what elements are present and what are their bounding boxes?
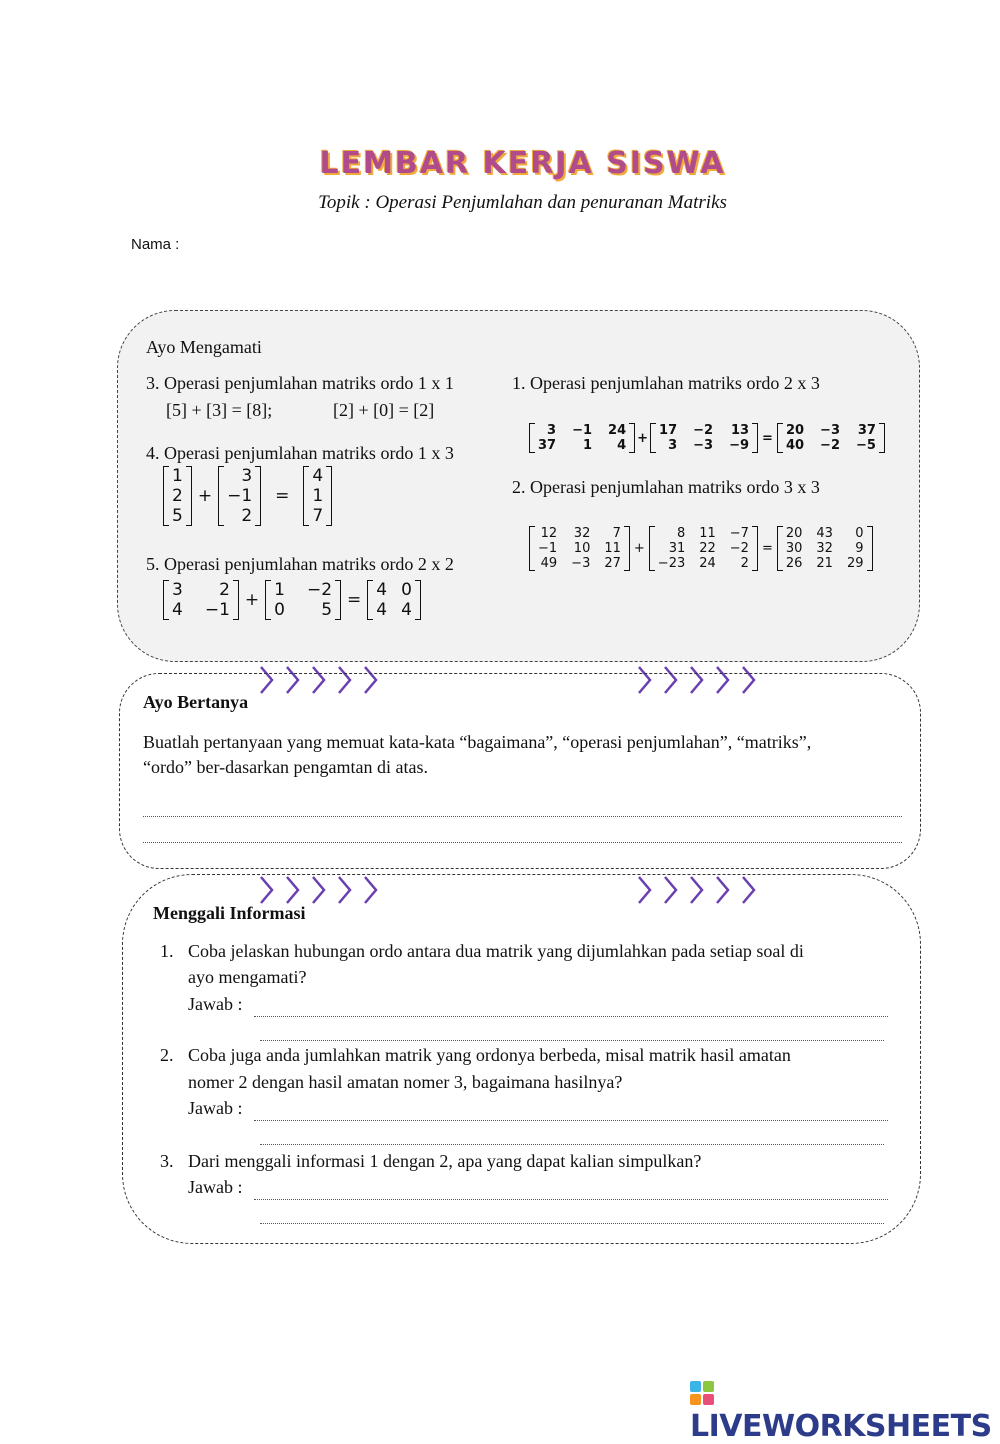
q1-number: 1.	[160, 941, 174, 961]
item3-expression-2: [2] + [0] = [2]	[333, 400, 435, 420]
explore-heading: Menggali Informasi	[153, 903, 306, 923]
matrix-cell: 7	[612, 526, 621, 541]
matrix-cell: 1	[274, 580, 285, 600]
matrix	[218, 466, 261, 526]
matrix-cell: 40	[785, 438, 805, 453]
matrix	[303, 466, 332, 526]
matrix-cell: 5	[321, 600, 333, 620]
matrix-cell: 31	[668, 541, 686, 556]
matrix-cell: 5	[172, 506, 183, 526]
matrix-cell: 8	[676, 526, 686, 541]
question-input-1[interactable]	[143, 792, 902, 817]
matrix-cell: 7	[312, 506, 324, 526]
q2-answer-label: Jawab :	[188, 1098, 243, 1118]
matrix	[163, 580, 239, 620]
logo-grid-icon	[690, 1381, 714, 1405]
matrix-cell: −5	[856, 438, 876, 453]
matrix-bracket-right	[752, 423, 758, 453]
matrix-bracket-right	[629, 423, 635, 453]
plus-sign: +	[197, 486, 213, 506]
matrix-cell: 4	[376, 580, 388, 600]
matrix-bracket-right	[255, 466, 261, 526]
matrix-cell: 10	[573, 541, 591, 556]
equals-sign: =	[761, 541, 773, 556]
q2-text-line-2: nomer 2 dengan hasil amatan nomer 3, bagaimana hasilnya?	[188, 1072, 623, 1092]
plus-sign: +	[637, 430, 649, 446]
matrix-cell: −3	[693, 438, 714, 453]
matrix	[777, 526, 873, 571]
q1-answer-label: Jawab :	[188, 994, 243, 1014]
matrix-cell: 3	[547, 423, 557, 438]
matrix	[163, 466, 192, 526]
matrix-cell: 21	[816, 556, 833, 571]
plus-sign: +	[633, 541, 645, 556]
matrix-cell: 9	[855, 541, 864, 556]
ask-prompt-line-1: Buatlah pertanyaan yang memuat kata-kata “bagaimana”, “operasi penjumlahan”, “matriks”,	[143, 732, 812, 752]
matrix-cell: 3	[172, 580, 183, 600]
matrix-cell: −1	[538, 541, 558, 556]
matrix-cell: 4	[376, 600, 388, 620]
q2-answer-input-1[interactable]	[254, 1098, 888, 1121]
matrix-cell: 20	[785, 423, 805, 438]
matrix-bracket-right	[752, 526, 758, 571]
q2-answer-input-2[interactable]	[260, 1122, 884, 1145]
item1-title: 1. Operasi penjumlahan matriks ordo 2 x 3	[512, 373, 820, 393]
matrix-cell: 11	[699, 526, 716, 541]
matrix-bracket-right	[624, 526, 630, 571]
matrix-cell: 4	[617, 438, 627, 453]
matrix-cell: 17	[659, 423, 678, 438]
logo-text: LIVEWORKSHEETS	[690, 1409, 992, 1444]
q1-answer-input-1[interactable]	[254, 994, 888, 1017]
matrix-cell: −1	[227, 486, 253, 506]
matrix	[367, 580, 421, 620]
matrix-cell: 43	[816, 526, 833, 541]
matrix-cell: 0	[855, 526, 864, 541]
ask-prompt-line-2: “ordo” ber-dasarkan pengamtan di atas.	[143, 757, 429, 777]
matrix-cell: −2	[306, 580, 333, 600]
matrix-cell: 1	[172, 466, 183, 486]
matrix-bracket-right	[186, 466, 192, 526]
matrix-cell: 4	[172, 600, 183, 620]
item5-title: 5. Operasi penjumlahan matriks ordo 2 x 2	[146, 554, 454, 574]
question-input-2[interactable]	[143, 818, 902, 843]
equals-sign: =	[762, 430, 773, 446]
matrix-bracket-right	[415, 580, 421, 620]
matrix	[777, 423, 885, 453]
matrix	[649, 526, 758, 571]
matrix	[529, 526, 630, 571]
q1-text-line-1: Coba jelaskan hubungan ordo antara dua matrik yang dijumlahkan pada setiap soal di	[188, 941, 804, 961]
matrix-cell: 4	[312, 466, 324, 486]
matrix-cell: −3	[571, 556, 591, 571]
item2-title: 2. Operasi penjumlahan matriks ordo 3 x 3	[512, 477, 820, 497]
item2-expression	[529, 526, 873, 571]
matrix-cell: 30	[785, 541, 803, 556]
matrix-bracket-right	[335, 580, 341, 620]
worksheet-title: LEMBAR KERJA SISWA	[319, 146, 726, 181]
matrix-cell: 20	[785, 526, 803, 541]
matrix-cell: −7	[729, 526, 749, 541]
matrix-cell: −2	[820, 438, 840, 453]
matrix-cell: 13	[730, 423, 750, 438]
matrix-cell: −2	[693, 423, 714, 438]
q2-number: 2.	[160, 1045, 174, 1065]
item3-expression-1: [5] + [3] = [8];	[166, 400, 273, 420]
matrix-cell: −1	[572, 423, 593, 438]
q1-answer-input-2[interactable]	[260, 1018, 884, 1041]
matrix-cell: 4	[401, 600, 412, 620]
matrix-cell: 26	[785, 556, 803, 571]
matrix-cell: 24	[699, 556, 716, 571]
matrix-cell: 22	[699, 541, 716, 556]
matrix-cell: −1	[204, 600, 230, 620]
item1-expression	[529, 423, 885, 453]
matrix-cell: 24	[608, 423, 627, 438]
plus-sign: +	[244, 590, 260, 610]
matrix-cell: −2	[729, 541, 749, 556]
matrix-bracket-right	[879, 423, 885, 453]
matrix	[529, 423, 635, 453]
matrix-cell: 29	[846, 556, 864, 571]
q3-answer-input-2[interactable]	[260, 1201, 884, 1224]
matrix-bracket-right	[326, 466, 332, 526]
matrix-cell: 1	[312, 486, 324, 506]
matrix-cell: 11	[604, 541, 621, 556]
matrix-cell: 1	[583, 438, 593, 453]
q3-answer-label: Jawab :	[188, 1177, 243, 1197]
matrix-cell: 2	[740, 556, 749, 571]
name-label: Nama :	[131, 236, 180, 253]
matrix-cell: 49	[540, 556, 558, 571]
matrix-bracket-right	[867, 526, 873, 571]
worksheet-subtitle: Topik : Operasi Penjumlahan dan penuranan Matriks	[318, 192, 727, 213]
matrix-cell: 2	[172, 486, 183, 506]
observe-heading: Ayo Mengamati	[146, 337, 262, 357]
equals-sign: =	[275, 486, 290, 506]
matrix-cell: 0	[401, 580, 412, 600]
q3-text-line-1: Dari menggali informasi 1 dengan 2, apa yang dapat kalian simpulkan?	[188, 1151, 702, 1171]
ask-heading: Ayo Bertanya	[143, 692, 249, 712]
q3-answer-input-1[interactable]	[254, 1177, 888, 1200]
item4-title: 4. Operasi penjumlahan matriks ordo 1 x 3	[146, 443, 454, 463]
item4-expression	[163, 466, 332, 526]
matrix-cell: 0	[274, 600, 285, 620]
q2-text-line-1: Coba juga anda jumlahkan matrik yang ordonya berbeda, misal matrik hasil amatan	[188, 1045, 791, 1065]
matrix-cell: 12	[540, 526, 558, 541]
item5-expression	[163, 580, 421, 620]
matrix-cell: 37	[857, 423, 876, 438]
matrix-cell: 37	[538, 438, 557, 453]
matrix-cell: −23	[657, 556, 686, 571]
matrix-cell: 2	[241, 506, 253, 526]
matrix	[650, 423, 758, 453]
name-input[interactable]	[190, 232, 554, 256]
matrix-cell: 3	[668, 438, 678, 453]
equals-sign: =	[347, 590, 362, 610]
q1-text-line-2: ayo mengamati?	[188, 967, 307, 987]
matrix-cell: 32	[573, 526, 591, 541]
q3-number: 3.	[160, 1151, 174, 1171]
matrix	[265, 580, 341, 620]
matrix-bracket-right	[233, 580, 239, 620]
matrix-cell: 27	[604, 556, 621, 571]
matrix-cell: 2	[219, 580, 230, 600]
item3-title: 3. Operasi penjumlahan matriks ordo 1 x 1	[146, 373, 454, 393]
liveworksheets-logo	[690, 1374, 1000, 1444]
matrix-cell: −9	[729, 438, 750, 453]
matrix-cell: −3	[820, 423, 840, 438]
matrix-cell: 3	[241, 466, 253, 486]
matrix-cell: 32	[816, 541, 833, 556]
